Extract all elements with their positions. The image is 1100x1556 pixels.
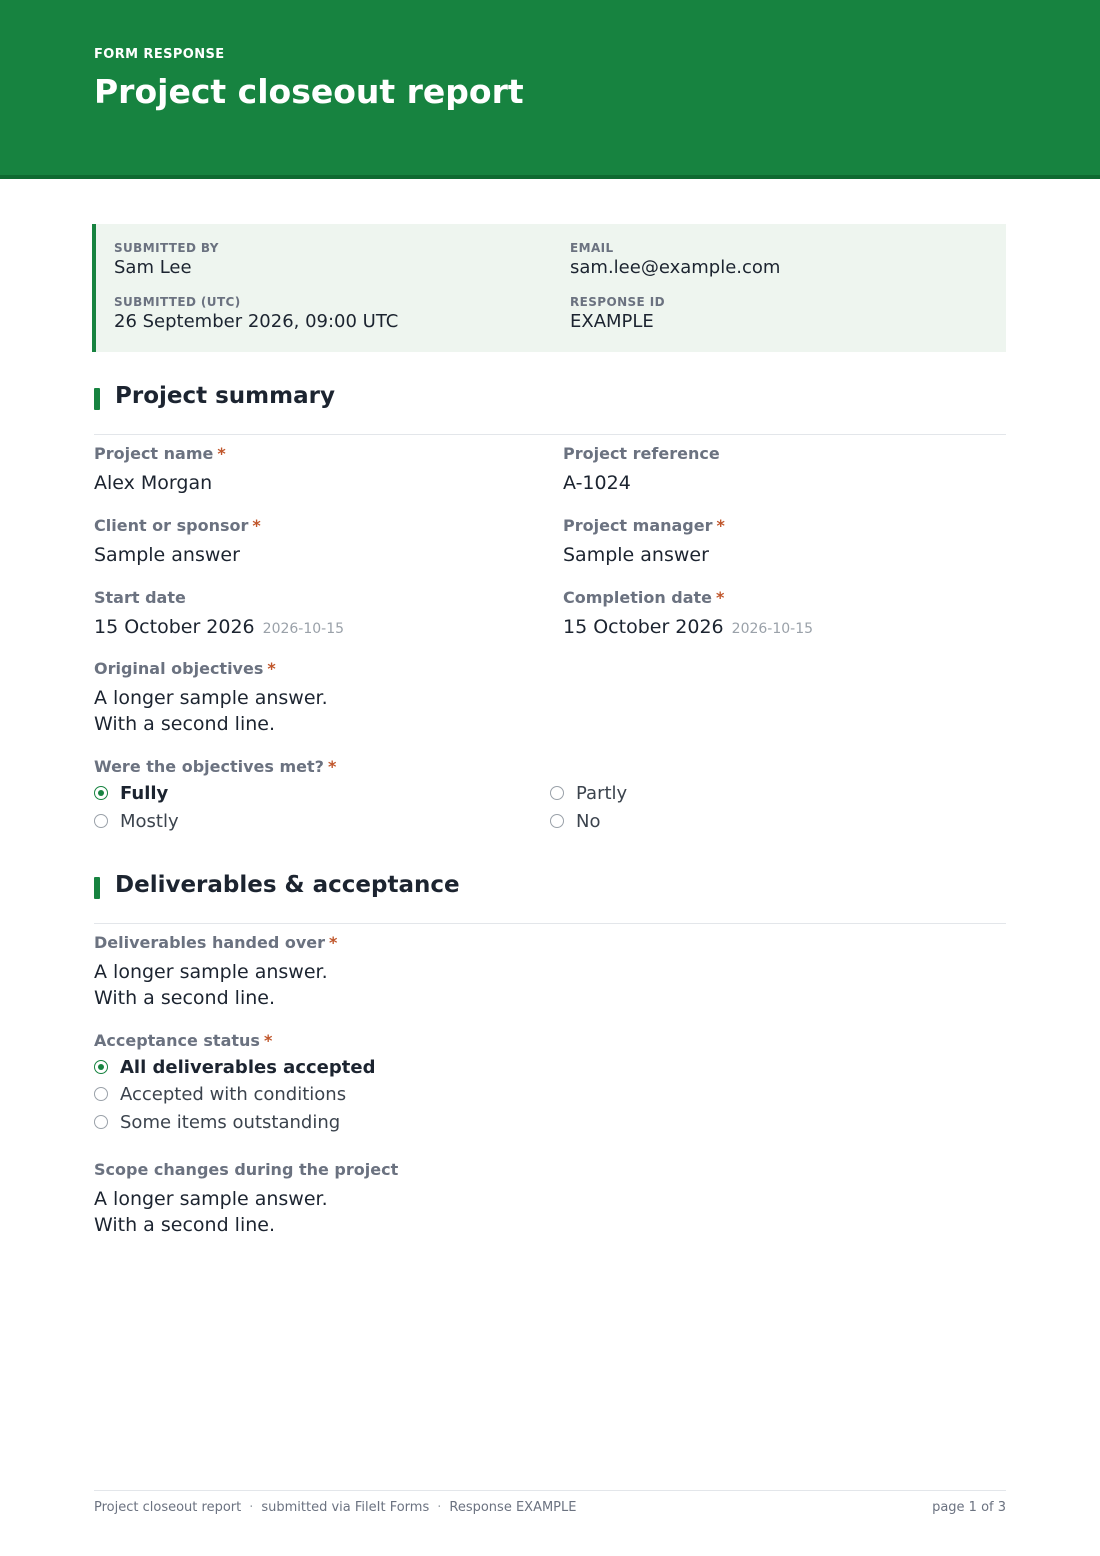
required-marker: * — [263, 1031, 273, 1050]
field-project-reference: Project reference A-1024 — [563, 444, 720, 494]
meta-submitted-utc: SUBMITTED (UTC) 26 September 2026, 09:00 UTC — [114, 295, 399, 332]
field-value-line: With a second line. — [94, 1214, 275, 1236]
meta-submitted-by: SUBMITTED BY Sam Lee — [114, 241, 219, 278]
field-deliverables: Deliverables handed over * A longer sample answer. With a second line. — [94, 933, 338, 1009]
field-acceptance-status: Acceptance status * — [94, 1031, 273, 1050]
field-value-line: A longer sample answer. — [94, 961, 328, 983]
radio-empty-icon — [94, 1115, 108, 1129]
iso-date: 2026-10-15 — [262, 621, 345, 637]
required-marker: * — [252, 516, 261, 535]
section-project-summary — [94, 383, 1006, 435]
form-eyebrow: FORM RESPONSE — [94, 47, 225, 62]
required-marker: * — [267, 659, 276, 678]
page-title: Project closeout report — [94, 72, 524, 111]
radio-empty-icon — [94, 814, 108, 828]
radio-selected-icon — [94, 1060, 108, 1074]
field-start-date: Start date 15 October 2026 2026-10-15 — [94, 588, 345, 638]
field-value: Sample answer — [563, 544, 709, 566]
footer-separator: · — [437, 1500, 442, 1515]
radio-empty-icon — [94, 1087, 108, 1101]
required-marker: * — [327, 757, 337, 776]
field-project-name: Project name * Alex Morgan — [94, 444, 226, 494]
radio-empty-icon — [550, 814, 564, 828]
radio-selected-icon — [94, 786, 108, 800]
footer-form-name: Project closeout report — [94, 1500, 242, 1515]
field-value: 15 October 2026 — [563, 616, 724, 638]
field-value-line: A longer sample answer. — [94, 1188, 328, 1210]
section-deliverables-acceptance — [94, 872, 1006, 924]
field-completion-date: Completion date * 15 October 2026 2026-10-15 — [563, 588, 814, 638]
footer-separator: · — [249, 1500, 254, 1515]
section-accent-bar — [94, 877, 100, 899]
field-original-objectives: Original objectives * A longer sample answer. With a second line. — [94, 659, 328, 735]
field-objectives-met: Were the objectives met? * — [94, 757, 337, 776]
field-value: 15 October 2026 — [94, 616, 255, 638]
footer-page-number: page 1 of 3 — [932, 1500, 1006, 1515]
section-title: Project summary — [115, 383, 335, 409]
required-marker: * — [716, 588, 725, 607]
radio-empty-icon — [550, 786, 564, 800]
field-project-manager: Project manager * Sample answer — [563, 516, 725, 566]
meta-email: EMAIL sam.lee@example.com — [570, 241, 781, 278]
section-title: Deliverables & acceptance — [115, 872, 460, 898]
field-value-line: With a second line. — [94, 987, 275, 1009]
field-value: A-1024 — [563, 472, 631, 494]
form-header — [0, 0, 1100, 179]
field-client-sponsor: Client or sponsor * Sample answer — [94, 516, 261, 566]
footer-via: submitted via FileIt Forms — [261, 1500, 430, 1515]
submission-meta — [92, 224, 1006, 352]
field-scope-changes: Scope changes during the project A longer sample answer. With a second line. — [94, 1160, 399, 1236]
required-marker: * — [217, 444, 226, 463]
footer-response: Response EXAMPLE — [449, 1500, 577, 1515]
page-footer — [94, 1490, 1006, 1521]
meta-response-id: RESPONSE ID EXAMPLE — [570, 295, 665, 332]
required-marker: * — [329, 933, 338, 952]
required-marker: * — [716, 516, 725, 535]
field-value: Alex Morgan — [94, 472, 213, 494]
iso-date: 2026-10-15 — [731, 621, 814, 637]
field-value: Sample answer — [94, 544, 240, 566]
section-accent-bar — [94, 388, 100, 410]
field-value-line: With a second line. — [94, 713, 275, 735]
field-value-line: A longer sample answer. — [94, 687, 328, 709]
